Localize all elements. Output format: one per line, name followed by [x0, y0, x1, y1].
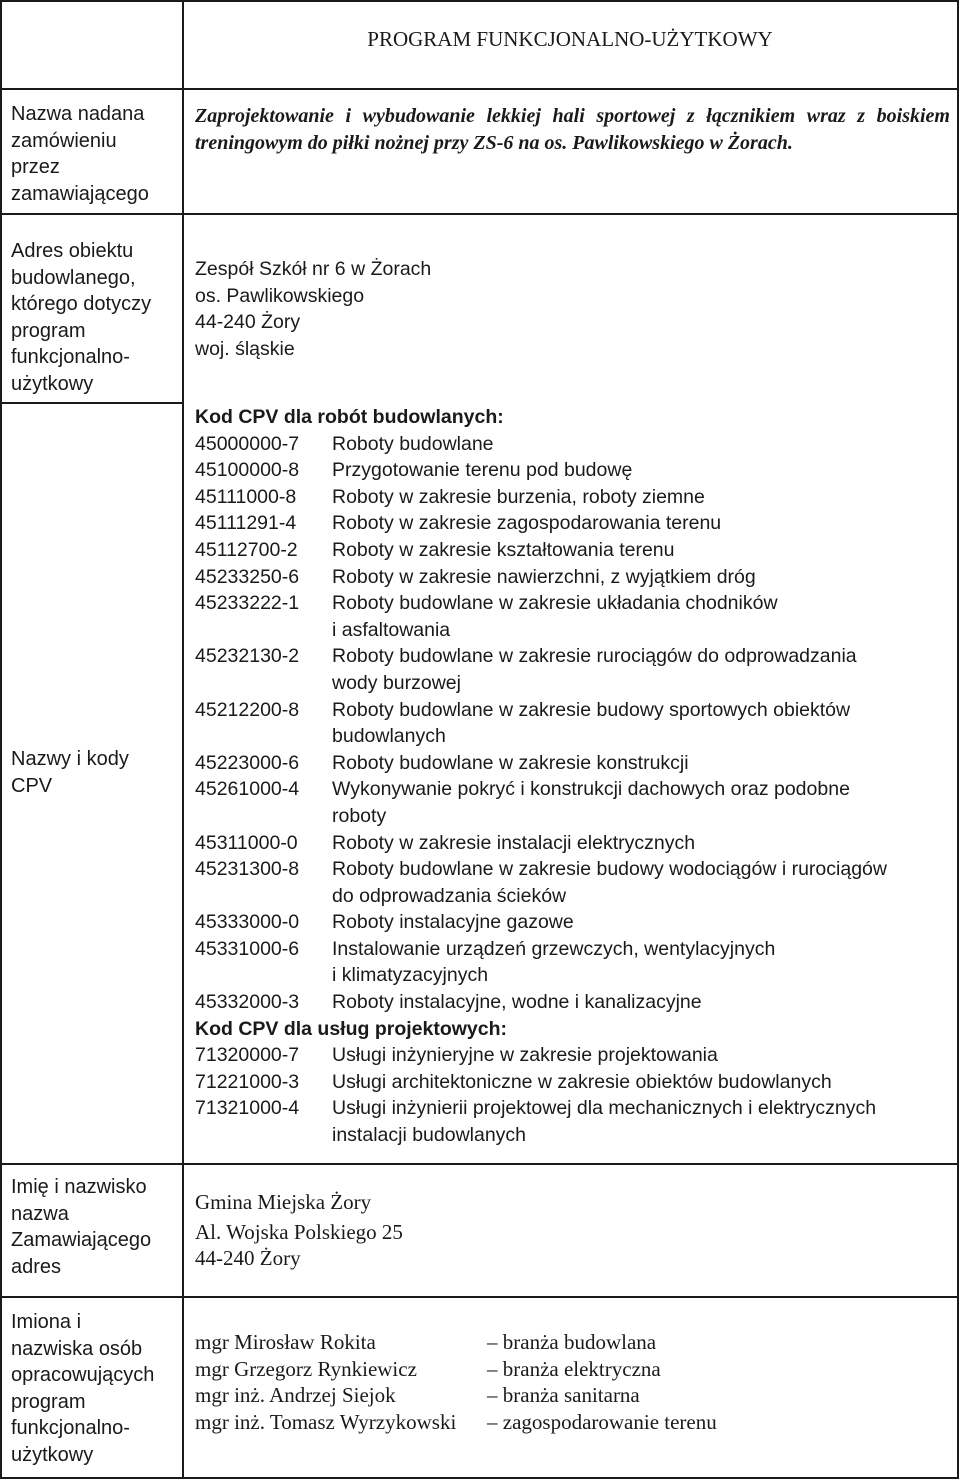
author-role: – branża budowlana — [487, 1330, 657, 1354]
cpv-works-heading: Kod CPV dla robót budowlanych: — [195, 406, 504, 428]
label-line: program — [11, 1390, 86, 1413]
cpv-description: Instalowanie urządzeń grzewczych, wentylacyjnych — [332, 937, 776, 960]
cpv-design-heading: Kod CPV dla usług projektowych: — [195, 1017, 508, 1040]
cpv-row — [195, 989, 955, 1016]
cpv-code: 45212200-8 — [195, 698, 300, 721]
label-line: Adres obiektu — [11, 240, 134, 262]
label-line: nazwiska osób — [11, 1337, 143, 1360]
author-role: – branża sanitarna — [487, 1383, 640, 1408]
author-name: mgr Mirosław Rokita — [195, 1330, 376, 1354]
label-contract-name — [11, 101, 171, 207]
label-authors — [11, 1309, 171, 1468]
cpv-description: Roboty instalacyjne, wodne i kanalizacyjne — [332, 991, 702, 1014]
cpv-row — [195, 643, 955, 670]
label-line: opracowujących — [11, 1364, 155, 1386]
cpv-code: 71320000-7 — [195, 1044, 300, 1067]
label-line: zamówieniu — [11, 129, 117, 152]
label-line: użytkowy — [11, 1443, 94, 1466]
cpv-description: Roboty budowlane w zakresie budowy wodociągów i rurociągów — [332, 858, 887, 881]
cpv-code: 45261000-4 — [195, 778, 300, 801]
address-line: os. Pawlikowskiego — [195, 284, 365, 307]
cpv-description: Roboty instalacyjne gazowe — [332, 911, 574, 934]
cpv-row — [195, 431, 955, 458]
author-name: mgr inż. Andrzej Siejok — [195, 1383, 396, 1408]
cpv-description: Przygotowanie terenu pod budowę — [332, 459, 633, 482]
client-line: Gmina Miejska Żory — [195, 1190, 372, 1214]
cpv-row — [195, 484, 955, 511]
cpv-description: Usługi inżynieryjne w zakresie projektowania — [332, 1044, 718, 1067]
label-line: Nazwy i kody — [11, 748, 129, 770]
cpv-description: Roboty w zakresie zagospodarowania terenu — [332, 512, 722, 535]
cpv-row — [195, 936, 955, 963]
address-line: Zespół Szkół nr 6 w Żorach — [195, 258, 432, 280]
cpv-description: Roboty budowlane w zakresie rurociągów do odprowadzania — [332, 645, 857, 668]
client-line: Al. Wojska Polskiego 25 — [195, 1220, 403, 1244]
author-row — [195, 1329, 717, 1356]
cpv-code: 45233250-6 — [195, 565, 300, 588]
cpv-code: 45331000-6 — [195, 937, 300, 960]
cpv-description-continuation: instalacji budowlanych — [332, 1124, 527, 1147]
cpv-code: 45232130-2 — [195, 645, 300, 668]
cpv-description: Usługi architektoniczne w zakresie obiektów budowlanych — [332, 1070, 832, 1093]
cpv-row — [195, 590, 955, 617]
label-line: Nazwa nadana — [11, 103, 145, 125]
cpv-row — [195, 537, 955, 564]
cpv-code: 45231300-8 — [195, 858, 300, 881]
label-client — [11, 1174, 171, 1280]
cpv-description-continuation: budowlanych — [332, 725, 446, 748]
table-row-divider — [0, 1163, 959, 1165]
label-cpv — [11, 746, 171, 799]
cpv-row — [195, 457, 955, 484]
cpv-description: Wykonywanie pokryć i konstrukcji dachowych oraz podobne — [332, 778, 850, 801]
author-row — [195, 1356, 717, 1383]
cpv-description: Roboty budowlane w zakresie konstrukcji — [332, 751, 689, 774]
label-line: budowlanego, — [11, 266, 136, 289]
cpv-row — [195, 776, 955, 803]
cpv-row — [195, 856, 955, 883]
label-object-address — [11, 238, 171, 397]
cpv-code: 71221000-3 — [195, 1070, 300, 1093]
cpv-description-continuation: i asfaltowania — [332, 618, 451, 641]
author-role: – branża elektryczna — [487, 1356, 661, 1381]
table-border-left — [0, 0, 2, 1479]
label-line: którego dotyczy — [11, 293, 152, 315]
cpv-row — [195, 564, 955, 591]
label-line: zamawiającego — [11, 182, 149, 205]
cpv-row — [195, 1095, 955, 1122]
document-title: PROGRAM FUNKCJONALNO-UŻYTKOWY — [367, 27, 773, 51]
client-line: 44-240 Żory — [195, 1246, 301, 1270]
address-line: 44-240 Żory — [195, 311, 301, 334]
cpv-design-list — [195, 1042, 955, 1148]
cpv-description: Roboty w zakresie nawierzchni, z wyjątkiem dróg — [332, 565, 756, 588]
cpv-row — [195, 510, 955, 537]
cpv-description: Roboty budowlane w zakresie budowy sportowych obiektów — [332, 698, 851, 721]
author-row — [195, 1382, 717, 1409]
table-row-divider — [0, 402, 184, 404]
cpv-row — [195, 1042, 955, 1069]
table-border-divider — [182, 0, 184, 1479]
cpv-description-continuation: do odprowadzania ścieków — [332, 884, 567, 907]
label-line: Imiona i — [11, 1311, 82, 1333]
author-role: – zagospodarowanie terenu — [487, 1409, 717, 1434]
cpv-works-list — [195, 431, 955, 1016]
label-line: nazwa — [11, 1202, 69, 1225]
contract-name: Zaprojektowanie i wybudowanie lekkiej hali sportowej z łącznikiem wraz z boiskiem treningowym do piłki nożnej przy ZS-6 na os. Pawlikowskiego w Żorach. — [195, 105, 950, 154]
label-line: adres — [11, 1255, 62, 1278]
cpv-code: 45233222-1 — [195, 592, 300, 615]
cpv-code: 71321000-4 — [195, 1097, 300, 1120]
cpv-list — [195, 404, 955, 1149]
authors-list — [195, 1329, 717, 1435]
cpv-description: Roboty budowlane — [332, 432, 494, 455]
cpv-code: 45000000-7 — [195, 432, 300, 455]
cpv-description: Usługi inżynierii projektowej dla mechanicznych i elektrycznych — [332, 1097, 877, 1120]
author-row — [195, 1409, 717, 1436]
object-address — [195, 256, 431, 362]
author-name: mgr inż. Tomasz Wyrzykowski — [195, 1409, 457, 1434]
cpv-code: 45100000-8 — [195, 459, 300, 482]
cpv-code: 45223000-6 — [195, 751, 300, 774]
address-line: woj. śląskie — [195, 337, 295, 360]
cpv-code: 45111291-4 — [195, 512, 297, 535]
cpv-description-continuation: i klimatyzacyjnych — [332, 964, 489, 987]
table-border-right — [957, 0, 959, 1479]
label-line: użytkowy — [11, 372, 94, 395]
cpv-row — [195, 830, 955, 857]
cpv-code: 45311000-0 — [195, 831, 298, 854]
cpv-code: 45332000-3 — [195, 991, 300, 1014]
label-line: przez — [11, 156, 60, 178]
cpv-row — [195, 750, 955, 777]
cpv-description: Roboty budowlane w zakresie układania chodników — [332, 592, 778, 615]
table-row-divider — [0, 88, 959, 90]
label-line: funkcjonalno- — [11, 1417, 130, 1439]
cpv-row — [195, 1069, 955, 1096]
label-line: Imię i nazwisko — [11, 1176, 147, 1198]
author-name: mgr Grzegorz Rynkiewicz — [195, 1356, 417, 1381]
table-row-divider — [0, 213, 959, 215]
cpv-code: 45111000-8 — [195, 485, 297, 508]
label-line: CPV — [11, 774, 53, 797]
cpv-description-continuation: wody burzowej — [332, 671, 461, 694]
client-address — [195, 1187, 403, 1273]
cpv-code: 45333000-0 — [195, 911, 300, 934]
cpv-row — [195, 909, 955, 936]
cpv-description: Roboty w zakresie kształtowania terenu — [332, 538, 675, 561]
table-border-top — [0, 0, 959, 2]
cpv-description: Roboty w zakresie burzenia, roboty ziemne — [332, 485, 705, 508]
label-line: Zamawiającego — [11, 1229, 152, 1251]
cpv-description: Roboty w zakresie instalacji elektrycznych — [332, 831, 696, 854]
label-line: program — [11, 319, 86, 342]
cpv-description-continuation: roboty — [332, 804, 387, 827]
table-row-divider — [0, 1296, 959, 1298]
cpv-row — [195, 697, 955, 724]
label-line: funkcjonalno- — [11, 346, 130, 368]
cpv-code: 45112700-2 — [195, 538, 298, 561]
